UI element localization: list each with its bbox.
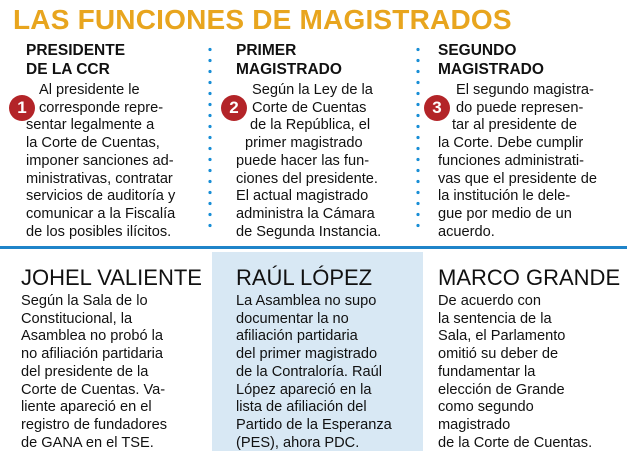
body-line: López apareció en la — [236, 381, 372, 398]
body-primer-magistrado — [236, 82, 408, 241]
body-line: servicios de auditoría y — [26, 188, 176, 205]
heading-line: MAGISTRADO — [236, 61, 342, 78]
body-line: El actual magistrado — [236, 188, 369, 205]
number-badge-2: 2 — [221, 95, 247, 121]
body-line: de los posibles ilícitos. — [26, 223, 172, 240]
number-badge-1: 1 — [9, 95, 35, 121]
body-line: Al presidente le — [39, 82, 140, 98]
body-line: Sala, el Parlamento — [438, 328, 566, 345]
body-line: acuerdo. — [438, 223, 495, 240]
body-line: ciones del presidente. — [236, 170, 378, 187]
body-line: gue por medio de un — [438, 205, 572, 222]
heading-line: SEGUNDO — [438, 42, 517, 59]
heading-line: MAGISTRADO — [438, 61, 544, 78]
body-line: omitió su deber de — [438, 346, 559, 363]
body-line: sentar legalmente a — [26, 117, 155, 134]
body-line: (PES), ahora PDC. — [236, 434, 360, 451]
heading-presidente — [26, 41, 125, 79]
dotted-separator — [208, 44, 212, 234]
body-line: Según la Sala de lo — [21, 293, 148, 309]
body-line: comunicar a la Fiscalía — [26, 205, 176, 222]
body-line: documentar la no — [236, 310, 349, 327]
body-line: de la República, el — [250, 117, 371, 134]
body-line: corresponde repre- — [39, 99, 164, 116]
body-line: do puede represen- — [456, 99, 584, 116]
body-line: afiliación partidaria — [236, 328, 358, 345]
body-line: primer magistrado — [245, 135, 363, 152]
person-name-valiente: JOHEL VALIENTE — [21, 265, 202, 290]
body-segundo-magistrado — [438, 82, 625, 241]
person-text-lopez — [236, 293, 392, 452]
person-text-grande — [438, 293, 592, 452]
body-presidente — [0, 82, 200, 241]
body-line: Partido de la Esperanza — [236, 416, 392, 433]
heading-line: DE LA CCR — [26, 61, 110, 78]
body-line: de GANA en el TSE. — [21, 434, 154, 451]
body-line: la sentencia de la — [438, 310, 552, 327]
person-name-grande: MARCO GRANDE — [438, 265, 621, 290]
body-line: El segundo magistra- — [456, 82, 594, 98]
body-line: la Corte de Cuentas, — [26, 135, 160, 152]
body-line: vas que el presidente de — [438, 170, 598, 187]
body-line: Corte de Cuentas. Va- — [21, 381, 166, 398]
body-line: De acuerdo con — [438, 293, 542, 309]
body-line: Según la Ley de la — [252, 82, 373, 98]
person-text-valiente — [21, 293, 167, 452]
body-line: la institución le dele- — [438, 188, 571, 205]
heading-line: PRESIDENTE — [26, 42, 126, 59]
body-line: la Corte. Debe cumplir — [438, 135, 584, 152]
body-line: del primer magistrado — [236, 346, 378, 363]
body-line: imponer sanciones ad- — [26, 152, 174, 169]
body-line: como segundo — [438, 399, 534, 416]
body-line: Asamblea no probó la — [21, 328, 163, 345]
body-line: de la Corte de Cuentas. — [438, 434, 593, 451]
body-line: ministrativas, contratar — [26, 170, 173, 187]
person-name-lopez: RAÚL LÓPEZ — [236, 265, 373, 290]
body-line: lista de afiliación del — [236, 399, 367, 416]
body-line: de Segunda Instancia. — [236, 223, 382, 240]
body-line: La Asamblea no supo — [236, 293, 377, 309]
body-line: no afiliación partidaria — [21, 346, 163, 363]
body-line: Corte de Cuentas — [252, 99, 367, 116]
body-line: del presidente de la — [21, 363, 149, 380]
section-divider — [0, 246, 627, 249]
body-line: funciones administrati- — [438, 152, 585, 169]
dotted-separator — [416, 44, 420, 234]
body-line: tar al presidente de — [452, 117, 577, 134]
body-line: puede hacer las fun- — [236, 152, 370, 169]
body-line: fundamentar la — [438, 363, 536, 380]
heading-primer-magistrado — [236, 41, 342, 79]
page-title: LAS FUNCIONES DE MAGISTRADOS — [13, 4, 512, 35]
body-line: Constitucional, la — [21, 310, 133, 327]
body-line: liente apareció en el — [21, 399, 152, 416]
body-line: elección de Grande — [438, 381, 565, 398]
heading-line: PRIMER — [236, 42, 297, 59]
number-badge-3: 3 — [424, 95, 450, 121]
body-line: registro de fundadores — [21, 416, 168, 433]
heading-segundo-magistrado — [438, 41, 544, 79]
body-line: de la Contraloría. Raúl — [236, 363, 383, 380]
body-line: administra la Cámara — [236, 205, 375, 222]
body-line: magistrado — [438, 416, 511, 433]
